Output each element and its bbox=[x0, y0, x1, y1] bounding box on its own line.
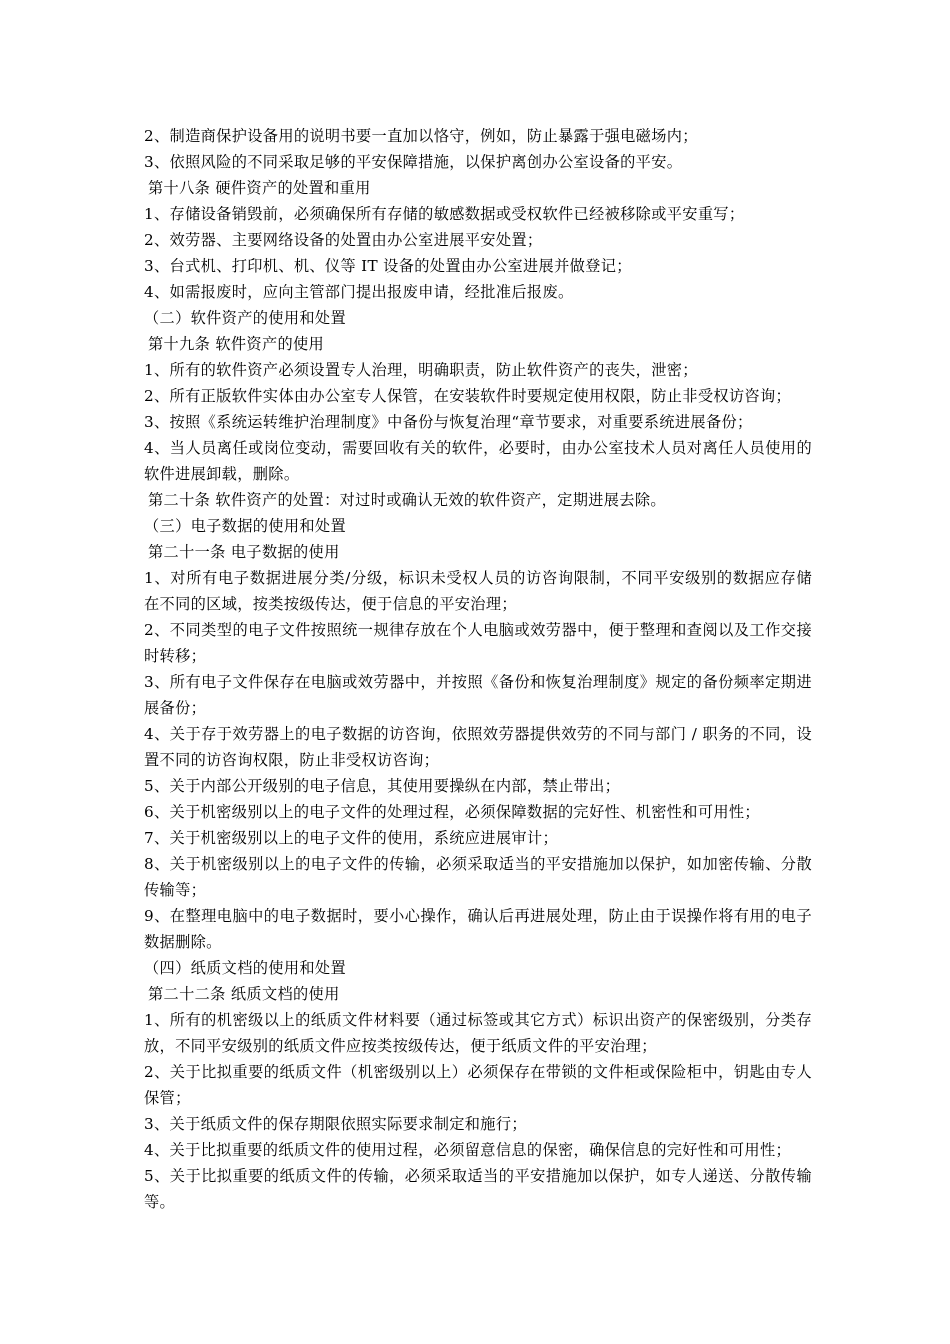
paragraph-12: 3、按照《系统运转维护治理制度》中备份与恢复治理“章节要求，对重要系统进展备份； bbox=[144, 413, 753, 431]
paragraph-25: 9、在整理电脑中的电子数据时，要小心操作，确认后再进展处理，防止由于误操作将有用的电子数据删除。 bbox=[144, 907, 812, 951]
paragraph-21: 5、关于内部公开级别的电子信息，其使用要操纵在内部，禁止带出； bbox=[144, 777, 621, 795]
subsection-heading-4: （四）纸质文档的使用和处置 bbox=[144, 959, 346, 977]
paragraph-2: 3、依照风险的不同采取足够的平安保障措施，以保护离创办公室设备的平安。 bbox=[144, 153, 683, 171]
paragraph-13: 4、当人员离任或岗位变动，需要回收有关的软件，必要时，由办公室技术人员对离任人员使用的软件进展卸载，删除。 bbox=[144, 439, 812, 483]
paragraph-11: 2、所有正版软件实体由办公室专人保管，在安装软件时要规定使用权限，防止非受权访咨询； bbox=[144, 387, 792, 405]
paragraph-4: 1、存储设备销毁前，必须确保所有存储的敏感数据或受权软件已经被移除或平安重写； bbox=[144, 205, 745, 223]
paragraph-1: 2、制造商保护设备用的说明书要一直加以恪守，例如，防止暴露于强电磁场内； bbox=[144, 127, 698, 145]
section-heading-19: 第十九条 软件资产的使用 bbox=[148, 335, 325, 353]
section-heading-22: 第二十二条 纸质文档的使用 bbox=[148, 985, 340, 1003]
paragraph-20: 4、关于存于效劳器上的电子数据的访咨询，依照效劳器提供效劳的不同与部门 / 职务的不同，设置不同的访咨询权限，防止非受权访咨询； bbox=[144, 725, 812, 769]
paragraph-10: 1、所有的软件资产必须设置专人治理，明确职责，防止软件资产的丧失，泄密； bbox=[144, 361, 698, 379]
section-heading-18: 第十八条 硬件资产的处置和重用 bbox=[148, 179, 371, 197]
paragraph-18: 2、不同类型的电子文件按照统一规律存放在个人电脑或效劳器中，便于整理和查阅以及工作交接时转移； bbox=[144, 621, 812, 665]
paragraph-19: 3、所有电子文件保存在电脑或效劳器中，并按照《备份和恢复治理制度》规定的备份频率定期进展备份； bbox=[144, 673, 812, 717]
paragraph-6: 3、台式机、打印机、机、仪等 IT 设备的处置由办公室进展并做登记； bbox=[144, 257, 632, 275]
paragraph-24: 8、关于机密级别以上的电子文件的传输，必须采取适当的平安措施加以保护，如加密传输、分散传输等； bbox=[144, 855, 812, 899]
paragraph-5: 2、效劳器、主要网络设备的处置由办公室进展平安处置； bbox=[144, 231, 543, 249]
paragraph-31: 4、关于比拟重要的纸质文件的使用过程，必须留意信息的保密，确保信息的完好性和可用性； bbox=[144, 1141, 792, 1159]
paragraph-32: 5、关于比拟重要的纸质文件的传输，必须采取适当的平安措施加以保护，如专人递送、分散传输等。 bbox=[144, 1167, 812, 1211]
paragraph-29: 2、关于比拟重要的纸质文件（机密级别以上）必须保存在带锁的文件柜或保险柜中，钥匙由专人保管； bbox=[144, 1063, 812, 1107]
section-heading-21: 第二十一条 电子数据的使用 bbox=[148, 543, 340, 561]
paragraph-7: 4、如需报废时，应向主管部门提出报废申请，经批准后报废。 bbox=[144, 283, 574, 301]
paragraph-30: 3、关于纸质文件的保存期限依照实际要求制定和施行； bbox=[144, 1115, 527, 1133]
paragraph-23: 7、关于机密级别以上的电子文件的使用，系统应进展审计； bbox=[144, 829, 558, 847]
paragraph-22: 6、关于机密级别以上的电子文件的处理过程，必须保障数据的完好性、机密性和可用性； bbox=[144, 803, 760, 821]
paragraph-28: 1、所有的机密级以上的纸质文件材料要（通过标签或其它方式）标识出资产的保密级别，分类存放，不同平安级别的纸质文件应按类按级传达，便于纸质文件的平安治理； bbox=[144, 1011, 812, 1055]
section-heading-20: 第二十条 软件资产的处置：对过时或确认无效的软件资产，定期进展去除。 bbox=[148, 491, 666, 509]
paragraph-17: 1、对所有电子数据进展分类/分级，标识未受权人员的访咨询限制，不同平安级别的数据应存储在不同的区域，按类按级传达，便于信息的平安治理； bbox=[144, 569, 812, 613]
subsection-heading-3: （三）电子数据的使用和处置 bbox=[144, 517, 346, 535]
subsection-heading-2: （二）软件资产的使用和处置 bbox=[144, 309, 346, 327]
document-body bbox=[144, 123, 812, 1215]
